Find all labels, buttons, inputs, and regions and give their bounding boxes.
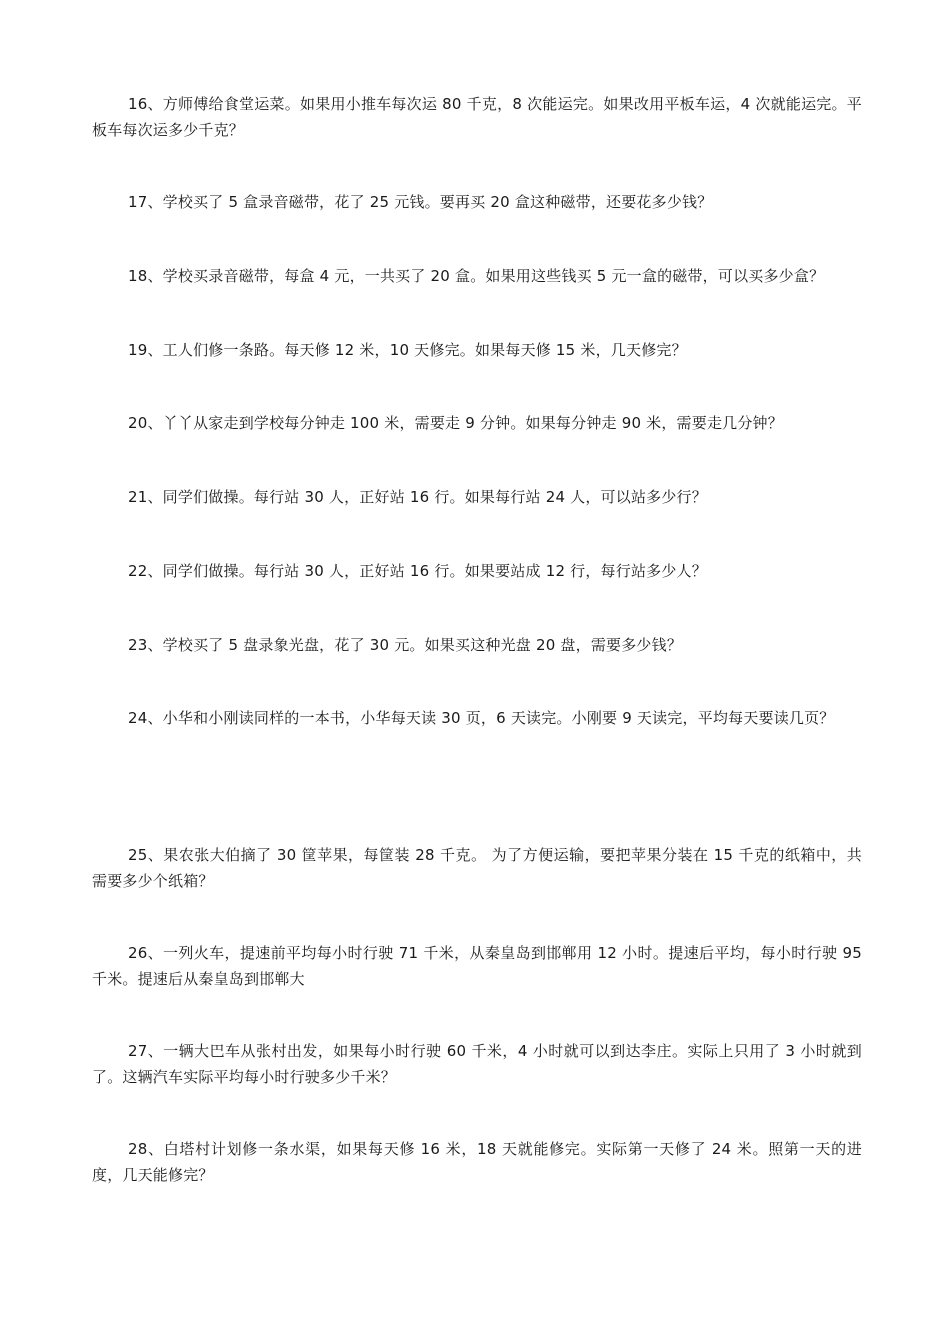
problem-20: 20、丫丫从家走到学校每分钟走 100 米，需要走 9 分钟。如果每分钟走 90 米，需要走几分钟？: [128, 414, 783, 432]
problem-26: 26、一列火车，提速前平均每小时行驶 71 千米，从秦皇岛到邯郸用 12 小时。提速后平均，每小时行驶 95 千米。提速后从秦皇岛到邯郸大: [92, 944, 862, 988]
problem-19: 19、工人们修一条路。每天修 12 米，10 天修完。如果每天修 15 米，几天修完？: [128, 341, 687, 359]
problem-21: 21、同学们做操。每行站 30 人，正好站 16 行。如果每行站 24 人，可以站多少行？: [128, 488, 707, 506]
problem-24: 24、小华和小刚读同样的一本书，小华每天读 30 页，6 天读完。小刚要 9 天读完，平均每天要读几页？: [128, 709, 835, 727]
problem-17: 17、学校买了 5 盒录音磁带，花了 25 元钱。要再买 20 盒这种磁带，还要花多少钱？: [128, 193, 713, 211]
problem-25: 25、果农张大伯摘了 30 筐苹果，每筐装 28 千克。 为了方便运输，要把苹果分装在 15 千克的纸箱中，共需要多少个纸箱？: [92, 846, 862, 890]
problem-28: 28、白塔村计划修一条水渠，如果每天修 16 米，18 天就能修完。实际第一天修了 24 米。照第一天的进度，几天能修完？: [92, 1140, 862, 1184]
problem-16: 16、方师傅给食堂运菜。如果用小推车每次运 80 千克，8 次能运完。如果改用平板车运，4 次就能运完。平板车每次运多少千克？: [92, 95, 862, 139]
problem-23: 23、学校买了 5 盘录象光盘，花了 30 元。如果买这种光盘 20 盘，需要多少钱？: [128, 636, 683, 654]
problem-22: 22、同学们做操。每行站 30 人，正好站 16 行。如果要站成 12 行，每行站多少人？: [128, 562, 707, 580]
problem-27: 27、一辆大巴车从张村出发，如果每小时行驶 60 千米，4 小时就可以到达李庄。实际上只用了 3 小时就到了。这辆汽车实际平均每小时行驶多少千米？: [92, 1042, 862, 1086]
problem-18: 18、学校买录音磁带，每盒 4 元，一共买了 20 盒。如果用这些钱买 5 元一盒的磁带，可以买多少盒？: [128, 267, 825, 285]
